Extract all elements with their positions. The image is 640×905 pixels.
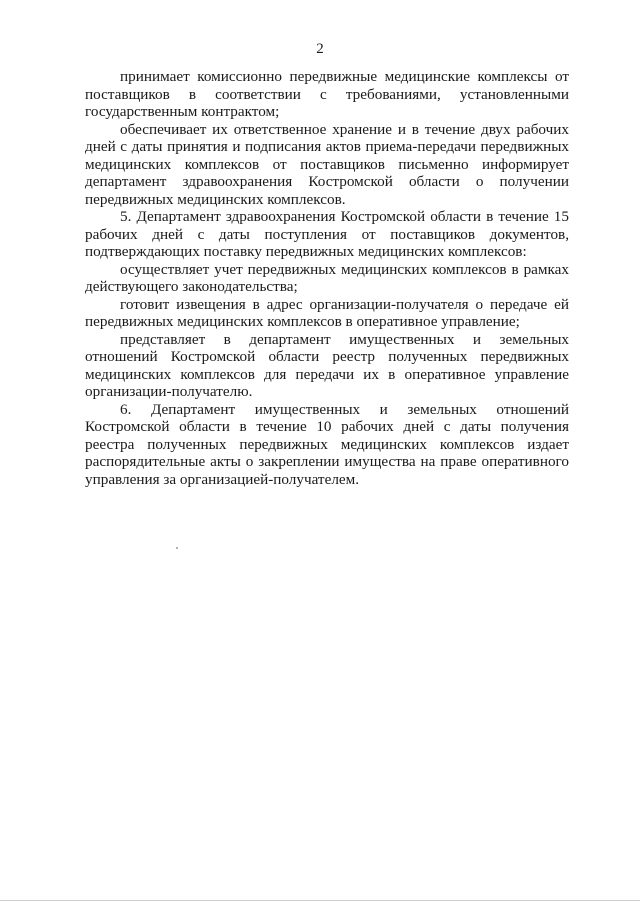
paragraph-item-5: 5. Департамент здравоохранения Костромской области в течение 15 рабочих дней с даты поступления от поставщиков документов, подтверждающих поставку передвижных медицинских комплексов:	[85, 208, 569, 260]
paragraph-accept-complexes: принимает комиссионно передвижные медицинские комплексы от поставщиков в соответствии с требованиями, установленными государственным контрактом;	[85, 68, 569, 120]
scan-bottom-edge	[0, 900, 640, 901]
paragraph-accounting: осуществляет учет передвижных медицинских комплексов в рамках действующего законодательства;	[85, 260, 569, 295]
paragraph-notices: готовит извещения в адрес организации-получателя о передаче ей передвижных медицинских комплексов в оперативное управление;	[85, 295, 569, 330]
scan-speck	[176, 547, 178, 549]
page-number: 2	[316, 41, 324, 57]
paragraph-item-6: 6. Департамент имущественных и земельных отношений Костромской области в течение 10 рабочих дней с даты получения реестра полученных передвижных медицинских комплексов издает распорядительные акты о закреплении имущества на праве оперативного управления за организацией-получателем.	[85, 400, 569, 488]
paragraph-registry: представляет в департамент имущественных и земельных отношений Костромской области реестр полученных передвижных медицинских комплексов для передачи их в оперативное управление организации-получателю.	[85, 330, 569, 400]
document-body	[85, 68, 569, 488]
paragraph-storage-and-inform: обеспечивает их ответственное хранение и в течение двух рабочих дней с даты принятия и подписания актов приема-передачи передвижных медицинских комплексов от поставщиков письменно информирует департамент здравоохранения Костромской области о получении передвижных медицинских комплексов.	[85, 120, 569, 208]
